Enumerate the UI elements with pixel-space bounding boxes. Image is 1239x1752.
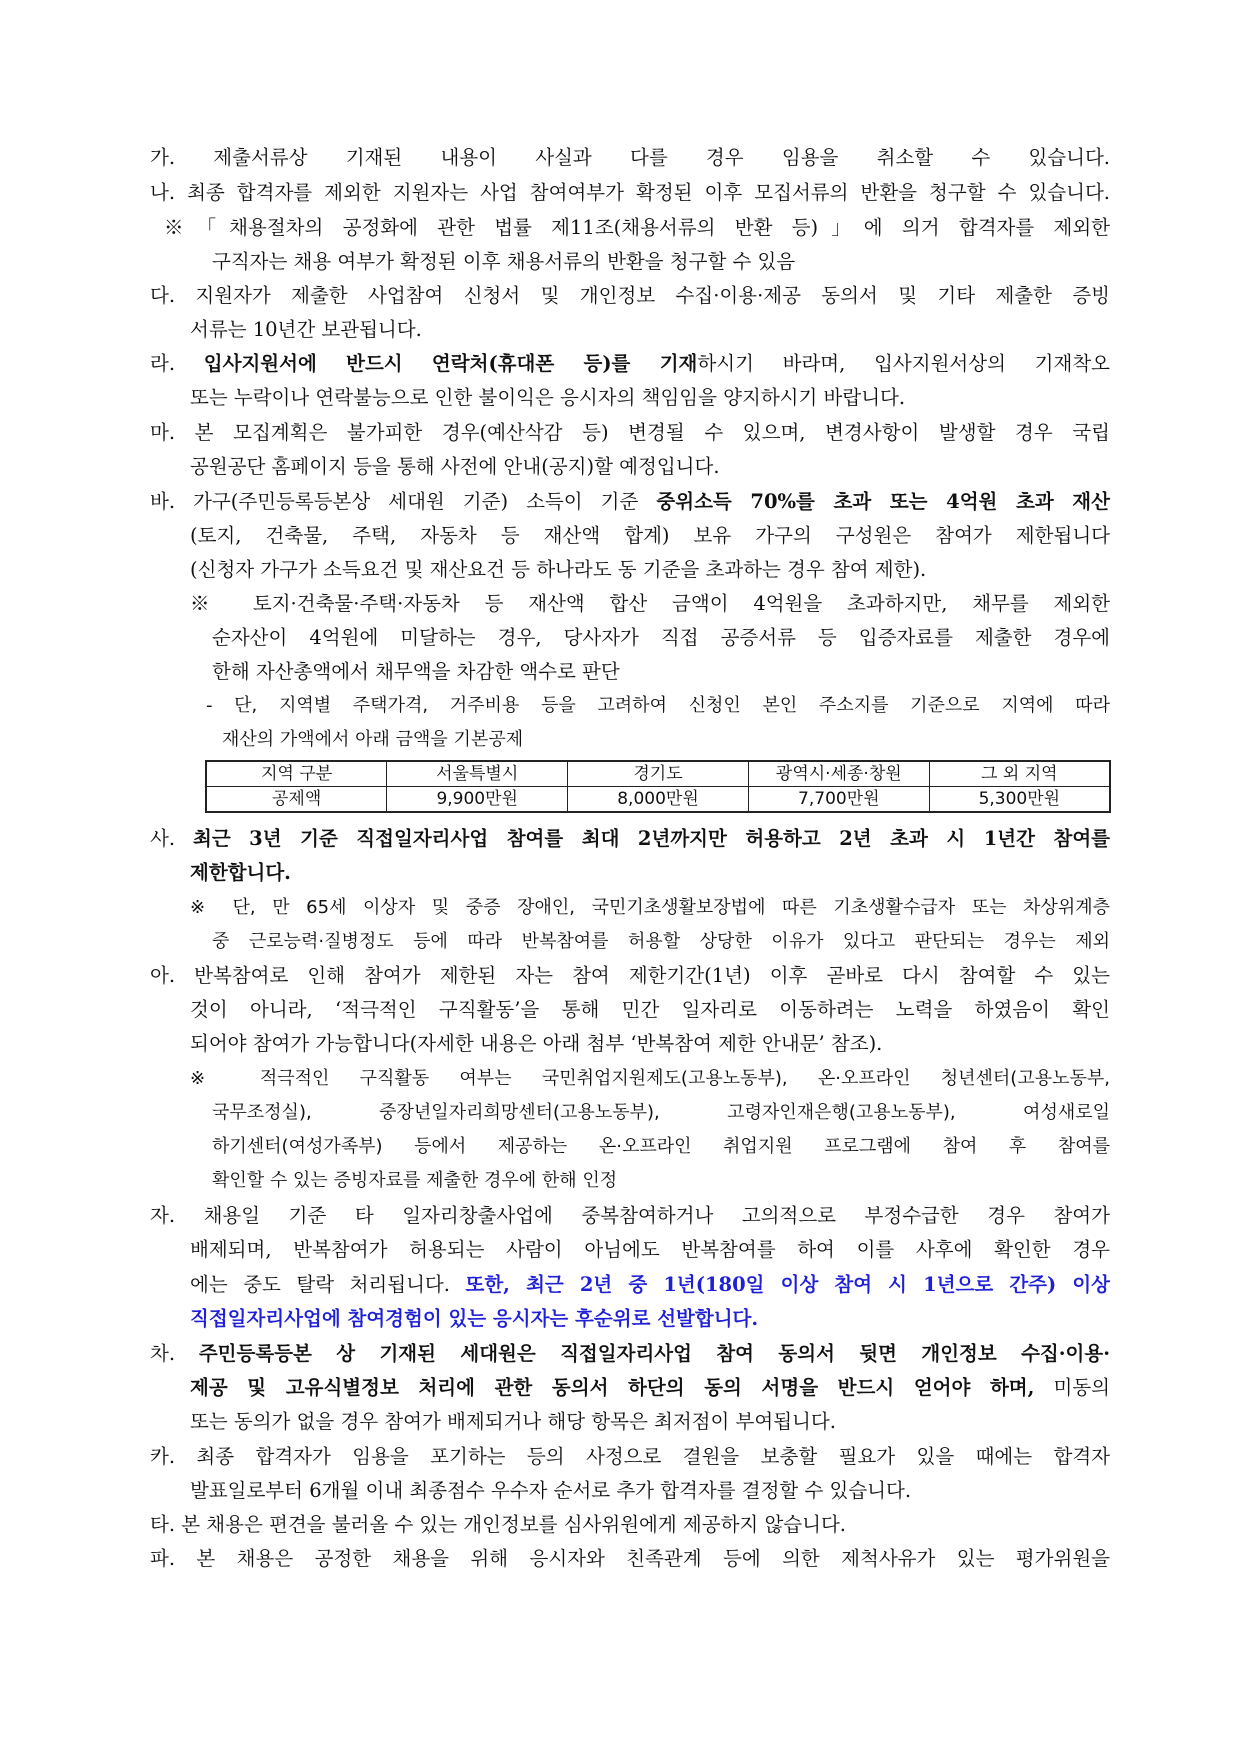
table-header-cell: 지역 구분 bbox=[206, 761, 387, 787]
item-a-note-line1: ※ 적극적인 구직활동 여부는 국민취업지원제도(고용노동부), 온·오프라인 청년센터(고용노동부, bbox=[190, 1068, 1110, 1089]
item-sa-note-line1: ※ 단, 만 65세 이상자 및 중증 장애인, 국민기초생활보장법에 따른 기초생활수급자 또는 차상위계층 bbox=[190, 897, 1110, 918]
item-da-line1: 다. 지원자가 제출한 사업참여 신청서 및 개인정보 수집·이용·제공 동의서 및 기타 제출한 증빙 bbox=[150, 284, 1110, 307]
item-a-note-line4: 확인할 수 있는 증빙자료를 제출한 경우에 한해 인정 bbox=[212, 1170, 618, 1191]
item-sa-line1: 사. 최근 3년 기준 직접일자리사업 참여를 최대 2년까지만 허용하고 2년 초과 시 1년간 참여를 bbox=[150, 827, 1111, 850]
item-ba-line1: 바. 가구(주민등록등본상 세대원 기준) 소득이 기준 중위소득 70%를 초과 또는 4억원 초과 재산 bbox=[150, 490, 1110, 513]
item-ma-line1: 마. 본 모집계획은 불가피한 경우(예산삭감 등) 변경될 수 있으며, 변경사항이 발생할 경우 국립 bbox=[150, 421, 1110, 444]
item-sa-line2: 제한합니다. bbox=[190, 861, 291, 884]
item-ba-dash-line2: 재산의 가액에서 아래 금액을 기본공제 bbox=[222, 729, 524, 750]
consent-required-emphasis: 주민등록등본 상 기재된 세대원은 직접일자리사업 참여 동의서 뒷면 개인정보 수집·이용· bbox=[198, 1342, 1111, 1365]
table-cell: 9,900만원 bbox=[387, 787, 568, 813]
item-a-note-line2: 국무조정실), 중장년일자리희망센터(고용노동부), 고령자인재은행(고용노동부), 여성새로일 bbox=[212, 1102, 1110, 1123]
participation-limit-emphasis: 최근 3년 기준 직접일자리사업 참여를 최대 2년까지만 허용하고 2년 초과 시 1년간 참여를 bbox=[192, 827, 1111, 850]
item-ba-note-line1: ※ 토지·건축물·주택·자동차 등 재산액 합산 금액이 4억원을 초과하지만, 채무를 제외한 bbox=[190, 592, 1110, 615]
item-ja-line4: 직접일자리사업에 참여경험이 있는 응시자는 후순위로 선발합니다. bbox=[190, 1307, 759, 1330]
table-header-cell: 그 외 지역 bbox=[929, 761, 1110, 787]
item-ba-note-line3: 한해 자산총액에서 채무액을 차감한 액수로 판단 bbox=[212, 660, 620, 683]
item-ba-dash-line1: - 단, 지역별 주택가격, 거주비용 등을 고려하여 신청인 본인 주소지를 기준으로 지역에 따라 bbox=[206, 695, 1110, 716]
table-header-cell: 경기도 bbox=[568, 761, 749, 787]
table-row bbox=[206, 787, 1110, 813]
item-ja-line2: 배제되며, 반복참여가 허용되는 사람이 아님에도 반복참여를 하여 이를 사후에 확인한 경우 bbox=[190, 1238, 1110, 1261]
table-cell: 5,300만원 bbox=[929, 787, 1110, 813]
table-row bbox=[206, 761, 1110, 787]
table-header-cell: 서울특별시 bbox=[387, 761, 568, 787]
deduction-table bbox=[205, 760, 1111, 813]
item-ja-line3: 에는 중도 탈락 처리됩니다. 또한, 최근 2년 중 1년(180일 이상 참여 시 1년으로 간주) 이상 bbox=[190, 1273, 1111, 1296]
table-cell: 8,000만원 bbox=[568, 787, 749, 813]
item-ra-line2: 또는 누락이나 연락불능으로 인한 불이익은 응시자의 책임임을 양지하시기 바랍니다. bbox=[190, 386, 906, 409]
item-na: 나. 최종 합격자를 제외한 지원자는 사업 참여여부가 확정된 이후 모집서류의 반환을 청구할 수 있습니다. bbox=[150, 181, 1110, 204]
item-a-line1: 아. 반복참여로 인해 참여가 제한된 자는 참여 제한기간(1년) 이후 곧바로 다시 참여할 수 있는 bbox=[150, 964, 1110, 987]
item-na-note-line2: 구직자는 채용 여부가 확정된 이후 채용서류의 반환을 청구할 수 있음 bbox=[212, 250, 796, 273]
item-cha-line2: 제공 및 고유식별정보 처리에 관한 동의서 하단의 동의 서명을 반드시 얻어야 하며, 미동의 bbox=[190, 1376, 1110, 1399]
item-a-line3: 되어야 참여가 가능합니다(자세한 내용은 아래 첨부 ‘반복참여 제한 안내문’ 참조). bbox=[190, 1032, 883, 1055]
item-ka-line2: 발표일로부터 6개월 이내 최종점수 우수자 순서로 추가 합격자를 결정할 수 있습니다. bbox=[190, 1479, 912, 1502]
item-a-line2: 것이 아니라, ‘적극적인 구직활동’을 통해 민간 일자리로 이동하려는 노력을 하였음이 확인 bbox=[190, 998, 1110, 1021]
item-ma-line2: 공원공단 홈페이지 등을 통해 사전에 안내(공지)할 예정입니다. bbox=[190, 455, 720, 478]
table-cell: 공제액 bbox=[206, 787, 387, 813]
item-da-line2: 서류는 10년간 보관됩니다. bbox=[190, 318, 422, 341]
item-ja-line1: 자. 채용일 기준 타 일자리창출사업에 중복참여하거나 고의적으로 부정수급한 경우 참여가 bbox=[150, 1204, 1110, 1227]
item-na-note-line1: ※「채용절차의 공정화에 관한 법률 제11조(채용서류의 반환 등)」에 의거 합격자를 제외한 bbox=[164, 216, 1110, 239]
table-header-cell: 광역시·세종·창원 bbox=[748, 761, 929, 787]
item-pa: 파. 본 채용은 공정한 채용을 위해 응시자와 친족관계 등에 의한 제척사유가 있는 평가위원을 bbox=[150, 1547, 1110, 1570]
item-cha-line3: 또는 동의가 없을 경우 참여가 배제되거나 해당 항목은 최저점이 부여됩니다. bbox=[190, 1410, 836, 1433]
item-ta: 타. 본 채용은 편견을 불러올 수 있는 개인정보를 심사위원에게 제공하지 않습니다. bbox=[150, 1513, 847, 1536]
item-ba-line2: (토지, 건축물, 주택, 자동차 등 재산액 합계) 보유 가구의 구성원은 참여가 제한됩니다 bbox=[190, 524, 1110, 547]
item-ba-note-line2: 순자산이 4억원에 미달하는 경우, 당사자가 직접 공증서류 등 입증자료를 제출한 경우에 bbox=[212, 626, 1110, 649]
item-ba-line3: (신청자 가구가 소득요건 및 재산요건 등 하나라도 동 기준을 초과하는 경우 참여 제한). bbox=[190, 558, 927, 581]
item-a-note-line3: 하기센터(여성가족부) 등에서 제공하는 온·오프라인 취업지원 프로그램에 참여 후 참여를 bbox=[212, 1136, 1110, 1157]
item-cha-line1: 차. 주민등록등본 상 기재된 세대원은 직접일자리사업 참여 동의서 뒷면 개인정보 수집·이용· bbox=[150, 1342, 1111, 1365]
income-threshold-emphasis: 중위소득 70%를 초과 또는 4억원 초과 재산 bbox=[656, 490, 1110, 513]
item-ra-line1: 라. 입사지원서에 반드시 연락처(휴대폰 등)를 기재하시기 바라며, 입사지원서상의 기재착오 bbox=[150, 352, 1110, 375]
item-ka-line1: 카. 최종 합격자가 임용을 포기하는 등의 사정으로 결원을 보충할 필요가 있을 때에는 합격자 bbox=[150, 1445, 1110, 1468]
table-cell: 7,700만원 bbox=[748, 787, 929, 813]
prior-experience-emphasis: 또한, 최근 2년 중 1년(180일 이상 참여 시 1년으로 간주) 이상 bbox=[465, 1273, 1111, 1296]
item-sa-note-line2: 중 근로능력·질병정도 등에 따라 반복참여를 허용할 상당한 이유가 있다고 판단되는 경우는 제외 bbox=[212, 931, 1110, 952]
item-ga: 가. 제출서류상 기재된 내용이 사실과 다를 경우 임용을 취소할 수 있습니다. bbox=[150, 146, 1110, 169]
contact-required-emphasis: 입사지원서에 반드시 연락처(휴대폰 등)를 기재 bbox=[203, 352, 698, 375]
